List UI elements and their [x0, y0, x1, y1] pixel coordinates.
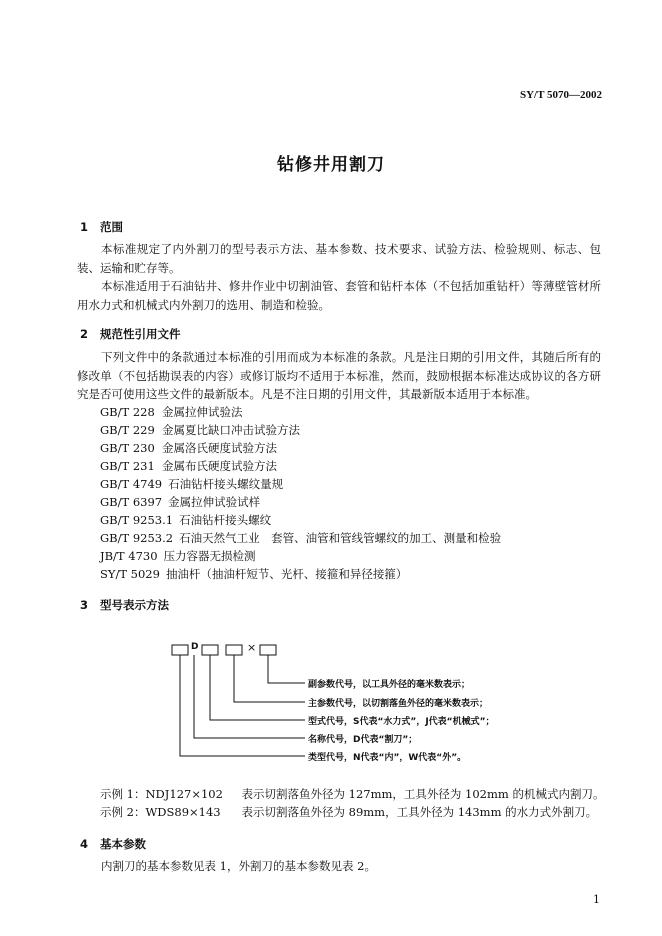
- page-number: 1: [593, 893, 600, 906]
- example-label: 示例 1：: [100, 787, 146, 801]
- section-2-paragraph-1: 下列文件中的条款通过本标准的引用而成为本标准的条款。凡是注日期的引用文件，其随后所有的修改单（不包括勘误表的内容）或修订版均不适用于本标准，然而，鼓励根据本标准达成协议的各方研究是否可使用这些文件的最新版本。凡是不注日期的引用文件，其最新版本适用于本标准。: [77, 350, 601, 401]
- reference-title: 石油钻杆接头螺纹量规: [168, 477, 284, 491]
- reference-item: [100, 475, 283, 493]
- leader-line-main-param: [234, 655, 305, 702]
- section-4-heading: [80, 836, 146, 852]
- reference-code: JB/T 4730: [100, 549, 158, 563]
- section-1-paragraph-2: 本标准适用于石油钻井、修井作业中切割油管、套管和钻杆本体（不包括加重钻杆）等薄壁管材所用水力式和机械式内外割刀的选用、制造和检验。: [77, 279, 601, 312]
- example-description: 表示切割落鱼外径为 89mm，工具外径为 143mm 的水力式外割刀。: [241, 805, 598, 819]
- reference-item: [100, 439, 277, 457]
- diagram-letter-d: D: [191, 642, 199, 652]
- model-code-diagram: [170, 640, 550, 770]
- example-1: [100, 786, 604, 803]
- reference-item: [100, 457, 277, 475]
- section-title: 规范性引用文件: [100, 327, 181, 341]
- reference-title: 石油钻杆接头螺纹: [179, 513, 272, 527]
- section-1-paragraph-1: 本标准规定了内外割刀的型号表示方法、基本参数、技术要求、试验方法、检验规则、标志、包装、运输和贮存等。: [77, 242, 601, 275]
- diagram-times-sign: ×: [247, 641, 257, 654]
- diagram-label-sub-param: 副参数代号，以工具外径的毫米数表示；: [308, 680, 471, 690]
- section-title: 范围: [100, 220, 123, 234]
- reference-item: [100, 493, 260, 511]
- diagram-label-name: 名称代号，D代表“割刀”；: [308, 735, 418, 745]
- document-title: 钻修井用割刀: [277, 155, 385, 175]
- reference-code: GB/T 9253.1: [100, 513, 174, 527]
- example-code: NDJ127×102: [145, 787, 223, 801]
- reference-item: [100, 565, 407, 583]
- reference-title: 金属洛氏硬度试验方法: [162, 441, 277, 455]
- reference-item: [100, 421, 300, 439]
- reference-title: 金属拉伸试验试样: [168, 495, 261, 509]
- leader-line-type: [180, 655, 305, 756]
- leader-line-sub-param: [268, 655, 305, 683]
- example-code: WDS89×143: [145, 805, 221, 819]
- reference-code: SY/T 5029: [100, 567, 160, 581]
- reference-code: GB/T 9253.2: [100, 531, 174, 545]
- reference-title: 金属夏比缺口冲击试验方法: [162, 423, 300, 437]
- diagram-box-type: [172, 645, 188, 655]
- section-number: 1: [80, 220, 89, 234]
- reference-item: [100, 403, 243, 421]
- section-1-heading: [80, 219, 123, 235]
- diagram-label-main-param: 主参数代号，以切割落鱼外径的毫米数表示；: [308, 699, 489, 709]
- diagram-label-type: 类型代号，N代表“内”，W代表“外”。: [308, 753, 467, 763]
- section-number: 3: [80, 598, 89, 612]
- reference-code: GB/T 6397: [100, 495, 163, 509]
- section-number: 4: [80, 837, 89, 851]
- diagram-label-style: 型式代号，S代表“水力式”，J代表“机械式”；: [308, 717, 495, 727]
- diagram-box-sub-param: [260, 645, 276, 655]
- reference-code: GB/T 4749: [100, 477, 163, 491]
- example-2: [100, 804, 597, 821]
- section-number: 2: [80, 327, 89, 341]
- reference-code: GB/T 231: [100, 459, 155, 473]
- section-3-heading: [80, 597, 169, 613]
- example-label: 示例 2：: [100, 805, 146, 819]
- diagram-box-style: [202, 645, 218, 655]
- section-title: 基本参数: [100, 837, 146, 851]
- reference-title: 石油天然气工业 套管、油管和管线管螺纹的加工、测量和检验: [179, 531, 502, 545]
- reference-code: GB/T 228: [100, 405, 155, 419]
- reference-item: [100, 529, 501, 547]
- leader-line-style: [210, 655, 305, 720]
- reference-item: [100, 511, 271, 529]
- section-2-heading: [80, 326, 181, 342]
- reference-item: [100, 547, 256, 565]
- reference-code: GB/T 229: [100, 423, 155, 437]
- section-4-paragraph-1: 内割刀的基本参数见表 1，外割刀的基本参数见表 2。: [101, 859, 376, 873]
- reference-title: 金属布氏硬度试验方法: [162, 459, 277, 473]
- section-title: 型号表示方法: [100, 598, 169, 612]
- reference-title: 压力容器无损检测: [163, 549, 256, 563]
- reference-title: 金属拉伸试验法: [162, 405, 243, 419]
- reference-code: GB/T 230: [100, 441, 155, 455]
- leader-line-name: [194, 655, 305, 738]
- diagram-box-main-param: [226, 645, 242, 655]
- example-description: 表示切割落鱼外径为 127mm，工具外径为 102mm 的机械式内割刀。: [241, 787, 605, 801]
- reference-title: 抽油杆（抽油杆短节、光杆、接箍和异径接箍）: [165, 567, 408, 581]
- document-number: SY/T 5070—2002: [519, 89, 602, 101]
